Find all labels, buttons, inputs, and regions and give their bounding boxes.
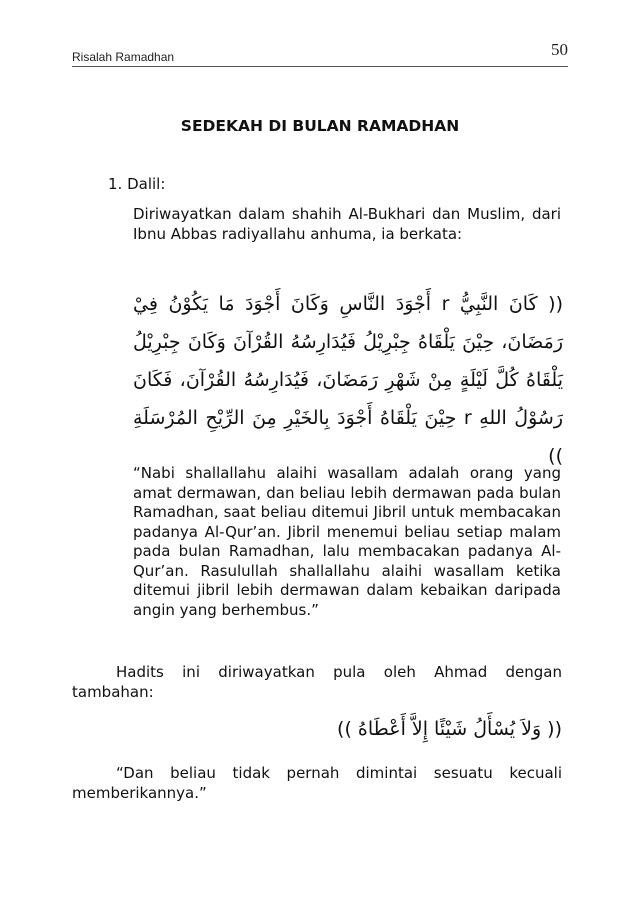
header-rule (72, 66, 568, 67)
addition-paragraph: Hadits ini diriwayatkan pula oleh Ahmad dengan tambahan: (72, 663, 562, 701)
running-header-title: Risalah Ramadhan (72, 50, 175, 64)
hadith-translation: “Nabi shallallahu alaihi wasallam adalah orang yang amat dermawan, dan beliau lebih dermawan pada bulan Ramadhan, saat beliau ditemui Jibril untuk membacakan padanya Al-Qur’an. Jibril menemui beliau setiap malam pada bulan Ramadhan, lalu membacakan padanya Al-Qur’an. Rasulullah shallallahu alaihi wasallam ketika ditemui jibril lebih dermawan dalam kebaikan daripada angin yang berhembus.” (133, 464, 561, 619)
hadith-intro: Diriwayatkan dalam shahih Al-Bukhari dan Muslim, dari Ibnu Abbas radiyallahu anhuma, ia berkata: (133, 205, 561, 243)
page-number: 50 (551, 40, 568, 59)
addition-arabic-text: (( وَلاَ يُسْأَلُ شَيْئًا إِلاَّ أَعْطَاهُ )) (337, 718, 562, 740)
addition-translation: “Dan beliau tidak pernah dimintai sesuatu kecuali memberikannya.” (72, 764, 562, 802)
section-title: SEDEKAH DI BULAN RAMADHAN (180, 117, 460, 135)
hadith-arabic-text: (( كَانَ النَّبِيُّ r أَجْوَدَ النَّاسِ وَكَانَ أَجْوَدَ مَا يَكُوْنُ فِيْ رَمَضَانَ، حِيْنَ يَلْقَاهُ جِبْرِيْلُ فَيُدَارِسُهُ القُرْآنَ وَكَانَ جِبْرِيْلُ يَلْقَاهُ كُلَّ لَيْلَةٍ مِنْ شَهْرِ رَمَضَانَ، فَيُدَارِسُهُ القُرْآنَ، فَكَانَ رَسُوْلُ اللهِ r حِيْنَ يَلْقَاهُ أَجْوَدَ بِالخَيْرِ مِنَ الرِّيْحِ المُرْسَلَةِ )) (133, 293, 563, 467)
list-item-label: 1. Dalil: (108, 175, 166, 193)
